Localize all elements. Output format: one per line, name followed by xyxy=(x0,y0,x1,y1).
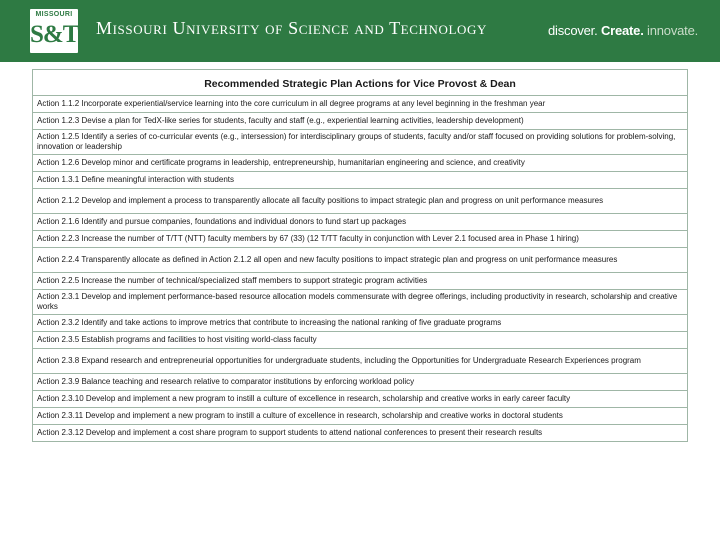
strategic-actions-table xyxy=(32,69,688,442)
header-banner xyxy=(0,0,720,62)
tagline xyxy=(548,23,698,38)
table-row: Action 2.3.2 Identify and take actions to improve metrics that contribute to increasing the national ranking of five graduate programs xyxy=(33,315,688,332)
tagline-innovate: innovate. xyxy=(647,23,699,38)
table-row: Action 2.2.3 Increase the number of T/TT (NTT) faculty members by 67 (33) (12 T/TT faculty in conjunction with Lever 2.1 focused area in Phase 1 hiring) xyxy=(33,231,688,248)
table-row: Action 1.2.3 Devise a plan for TedX-like series for students, faculty and staff (e.g., experiential learning activities, leadership development) xyxy=(33,113,688,130)
table-row: Action 1.2.6 Develop minor and certificate programs in leadership, entrepreneurship, humanitarian engineering and science, and creativity xyxy=(33,155,688,172)
university-name: Missouri University of Science and Technology xyxy=(96,18,487,38)
tagline-create: Create. xyxy=(600,23,644,38)
table-row: Action 2.3.5 Establish programs and facilities to host visiting world-class faculty xyxy=(33,332,688,349)
table-row: Action 1.1.2 Incorporate experiential/service learning into the core curriculum in all degree programs at any level beginning in the freshman year xyxy=(33,96,688,113)
table-row: Action 2.1.2 Develop and implement a process to transparently allocate all faculty positions to impact strategic plan and progress on unit performance measures xyxy=(33,189,688,214)
table-row: Action 2.1.6 Identify and pursue companies, foundations and individual donors to fund start up packages xyxy=(33,214,688,231)
table-row: Action 2.3.8 Expand research and entrepreneurial opportunities for undergraduate students, including the Opportunities for Undergraduate Research Experiences program xyxy=(33,349,688,374)
table-row: Action 2.3.10 Develop and implement a new program to instill a culture of excellence in research, scholarship and creative works in early career faculty xyxy=(33,391,688,408)
table-row: Action 2.3.11 Develop and implement a new program to instill a culture of excellence in research, scholarship and creative works in doctoral students xyxy=(33,408,688,425)
table-row: Action 2.2.4 Transparently allocate as defined in Action 2.1.2 all open and new faculty positions to impact strategic plan and progress on unit performance measures xyxy=(33,248,688,273)
table-row: Action 2.2.5 Increase the number of technical/specialized staff members to support strategic program activities xyxy=(33,273,688,290)
table-row: Action 1.2.5 Identify a series of co-curricular events (e.g., intersession) for interdisciplinary groups of students, faculty and/or staff focused on providing solutions for problem-solving, innovation or leadership xyxy=(33,130,688,155)
tagline-discover: discover. xyxy=(548,23,598,38)
university-logo[interactable] xyxy=(30,9,78,53)
logo-monogram: S&T xyxy=(30,21,79,48)
table-row: Action 2.3.1 Develop and implement performance-based resource allocation models commensurate with degree offerings, including productivity in research, scholarship and creative works xyxy=(33,290,688,315)
logo-state-text: MISSOURI xyxy=(35,11,73,18)
table-row: Action 1.3.1 Define meaningful interaction with students xyxy=(33,172,688,189)
table-title: Recommended Strategic Plan Actions for Vice Provost & Dean xyxy=(33,70,688,96)
table-row: Action 2.3.9 Balance teaching and research relative to comparator institutions by enforcing workload policy xyxy=(33,374,688,391)
table-row: Action 2.3.12 Develop and implement a cost share program to support students to attend national conferences to present their research results xyxy=(33,425,688,442)
